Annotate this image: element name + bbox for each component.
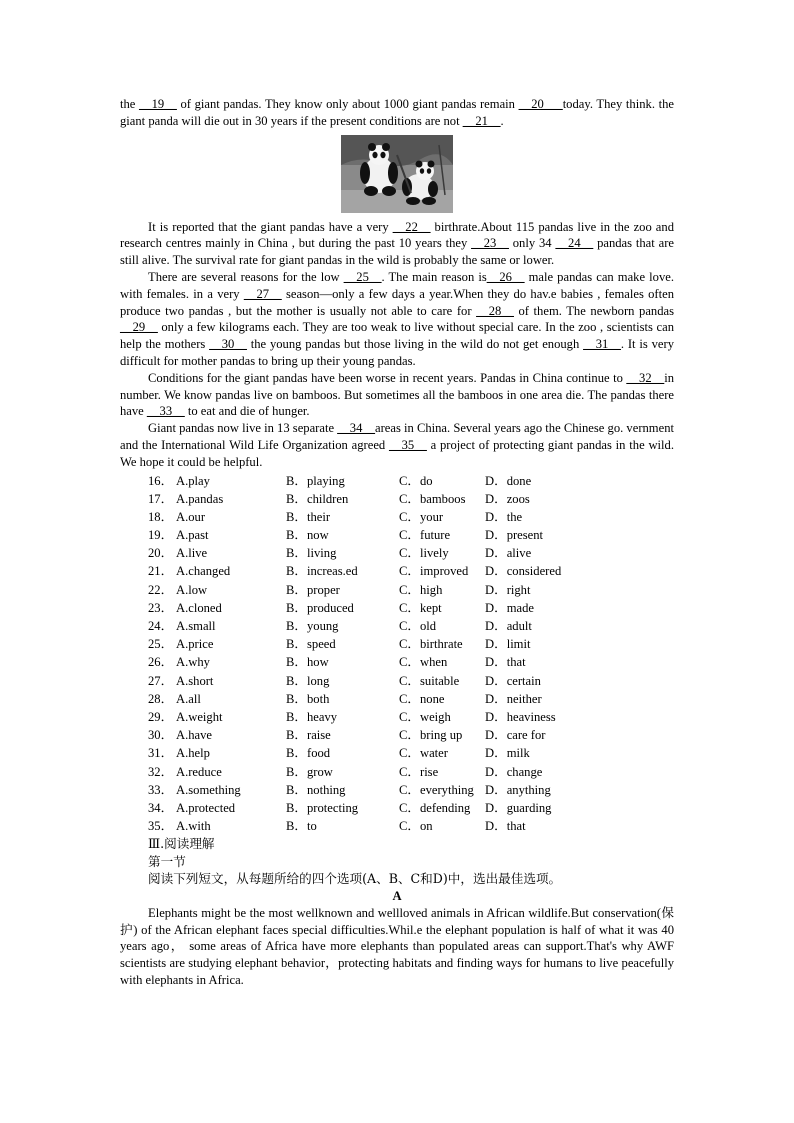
option-c: C．when [399,655,448,670]
text: the young pandas but those living in the wild do not get enough [246,337,584,352]
option-d: D．that [485,819,526,834]
text: only a few kilograms each. They are too weak to live without special care. In the zoo , scientists can help the mothers [120,320,674,352]
option-b: B．food [286,746,331,761]
option-a: A.cloned [176,600,222,615]
question-number: 28． [148,691,174,706]
option-d: D．considered [485,564,562,579]
text: season—only a few days a year.When they do hav.e babies , females often produce two pandas , but the mother is usually not able to care for [120,286,675,318]
option-a: A.reduce [176,764,222,779]
option-b: B．grow [286,764,333,779]
option-b: B．to [286,819,317,834]
option-c: C．kept [399,600,442,615]
option-d: D．made [485,600,534,615]
option-c: C．on [399,819,433,834]
option-a: A.all [176,691,201,706]
question-number: 31． [148,746,174,761]
text: birthrate.About 115 pandas live in the zoo and research centres mainly in China , but during the past 10 years they [120,219,674,251]
blank-27: __27__ [243,286,282,301]
option-d: D．care for [485,728,546,743]
text: today. They think. the giant panda will die out in 30 years if the present conditions are not [120,97,674,128]
option-a: A.something [176,782,241,797]
option-b: B．speed [286,637,336,652]
paragraph-1 [120,219,674,269]
question-number: 16． [148,473,174,488]
option-d: D．that [485,655,526,670]
option-c: C．rise [399,764,439,779]
option-row [120,744,674,762]
option-c: C．defending [399,800,471,815]
text: . The main reason is [381,269,487,284]
text: Conditions for the giant pandas have been worse in recent years. Pandas in China continue to [148,370,627,385]
blank-26: __26__ [486,269,525,284]
option-c: C．bring up [399,728,463,743]
question-number: 26． [148,655,174,670]
option-b: B．raise [286,728,331,743]
option-b: B．young [286,619,339,634]
option-a: A.low [176,582,208,597]
option-row [120,635,674,653]
option-b: B．produced [286,600,354,615]
option-b: B．heavy [286,709,338,724]
option-a: A.small [176,619,216,634]
section-subheading: 第一节 [148,853,186,869]
option-c: C．suitable [399,673,460,688]
text: . It is very difficult for mother pandas to bring up their young pandas. [120,337,674,368]
text: of them. The newborn pandas [513,303,675,318]
option-d: D．zoos [485,491,530,506]
text: only 34 [508,236,556,251]
text: in number. We know pandas live on bamboos. But sometimes all the bamboos in one area die. The pandas there have [120,370,674,419]
text: It is reported that the giant pandas have a very [148,219,393,234]
option-d: D．neither [485,691,542,706]
text: . [500,113,504,128]
blank-28: __28__ [476,303,514,318]
option-b: B．now [286,528,329,543]
blank-19: __19__ [139,97,177,111]
option-c: C．bamboos [399,491,466,506]
section-heading: Ⅲ.阅读理解 [148,836,215,852]
paragraph-intro [120,96,674,130]
blank-34: __34__ [337,421,375,436]
document-page [120,96,674,989]
passage-a-text: Elephants might be the most wellknown and wellloved animals in African wildlife.But conservation(保护) of the African elephant faces special difficulties.Whil.e the elephant population is half of what it was 40 years ago， some areas of Africa have more elephants than populated areas can support.That's why AWF scientists are studying elephant behavior，protecting habitats and finding ways for humans to live peacefully with elephants in Africa. [120,905,674,987]
option-b: B．protecting [286,800,359,815]
option-c: C．none [399,691,445,706]
option-d: D．milk [485,746,530,761]
option-a: A.help [176,746,210,761]
text: a project of protecting giant pandas in the wild. We hope it could be helpful. [120,437,675,469]
option-b: B．both [286,691,330,706]
option-a: A.have [176,728,213,743]
option-row [120,781,674,799]
text: male pandas can make love. with females. in a very [120,269,674,301]
question-number: 29． [148,709,174,724]
blank-24: __24__ [555,236,594,251]
option-a: A.pandas [176,491,224,506]
option-a: A.short [176,673,214,688]
option-d: D．guarding [485,800,552,815]
option-d: D．adult [485,619,532,634]
option-row [120,490,674,508]
option-c: C．improved [399,564,469,579]
option-a: A.play [176,473,210,488]
question-number: 27． [148,673,174,688]
question-number: 18． [148,509,174,524]
option-a: A.live [176,546,208,561]
option-row [120,690,674,708]
option-a: A.protected [176,800,236,815]
option-row [120,726,674,744]
text: Giant pandas now live in 13 separate [148,421,338,436]
option-b: B．increas.ed [286,564,358,579]
option-a: A.why [176,655,210,670]
option-c: C．weigh [399,709,451,724]
option-a: A.weight [176,709,223,724]
question-number: 17． [148,491,174,506]
option-b: B．children [286,491,349,506]
option-d: D．alive [485,546,532,561]
question-number: 25． [148,637,174,652]
text: the [120,97,140,111]
option-c: C．water [399,746,448,761]
option-d: D．change [485,764,543,779]
option-row [120,508,674,526]
option-c: C．do [399,473,433,488]
option-c: C．old [399,619,437,634]
option-d: D．the [485,509,523,524]
option-row [120,472,674,490]
option-d: D．certain [485,673,541,688]
blank-23: __23__ [471,236,509,251]
option-a: A.changed [176,564,231,579]
question-number: 19． [148,528,174,543]
blank-31: __31__ [583,337,621,352]
paragraph-4 [120,420,674,470]
question-number: 21． [148,564,174,579]
question-number: 20． [148,546,174,561]
blank-21: __21__ [462,113,501,128]
paragraph-2 [120,269,674,370]
option-b: B．long [286,673,330,688]
blank-29: __29__ [120,320,158,335]
passage-label: A [392,888,402,903]
option-d: D．done [485,473,532,488]
blank-33: __33__ [146,404,185,419]
option-c: C．everything [399,782,474,797]
text: to eat and die of hunger. [184,404,310,419]
question-number: 32． [148,764,174,779]
option-a: A.with [176,819,211,834]
blank-32: __32__ [626,370,665,385]
option-row [120,708,674,726]
option-b: B．living [286,546,337,561]
text: areas in China. Several years ago the Chinese go. vernment and the International Wild Life Organization agreed [120,421,674,452]
question-number: 34． [148,800,174,815]
option-row [120,672,674,690]
text: of giant pandas. They know only about 1000 giant pandas remain [176,97,519,111]
option-d: D．limit [485,637,531,652]
text: There are several reasons for the low [148,269,344,284]
option-row [120,544,674,562]
question-number: 22． [148,582,174,597]
question-number: 33． [148,782,174,797]
options-list [120,472,674,836]
option-row [120,599,674,617]
option-c: C．future [399,528,451,543]
option-row [120,799,674,817]
option-row [120,562,674,580]
blank-25: __25__ [343,269,382,284]
blank-35: __35__ [389,437,427,452]
option-b: B．playing [286,473,345,488]
option-a: A.past [176,528,209,543]
option-a: A.price [176,637,214,652]
option-row [120,817,674,835]
paragraph-3 [120,370,674,420]
blank-30: __30__ [209,337,247,352]
panda-photo-icon [341,135,453,213]
text: pandas that are still alive. The survival rate for giant pandas in the wild is probably the same or lower. [120,236,674,268]
section-instruction: 阅读下列短文，从每题所给的四个选项(A、B、C和D)中，选出最佳选项。 [148,871,562,887]
option-d: D．present [485,528,544,543]
option-row [120,581,674,599]
option-b: B．proper [286,582,340,597]
option-b: B．their [286,509,331,524]
question-number: 35． [148,819,174,834]
option-c: C．birthrate [399,637,463,652]
option-row [120,763,674,781]
question-number: 24． [148,619,174,634]
option-row [120,617,674,635]
question-number: 23． [148,600,174,615]
option-row [120,526,674,544]
question-number: 30． [148,728,174,743]
option-b: B．how [286,655,329,670]
option-d: D．heaviness [485,709,556,724]
blank-20: __20___ [518,97,563,111]
option-b: B．nothing [286,782,346,797]
option-c: C．high [399,582,443,597]
option-d: D．anything [485,782,551,797]
blank-22: __22__ [392,219,431,234]
option-c: C．lively [399,546,449,561]
option-row [120,653,674,671]
option-d: D．right [485,582,531,597]
option-a: A.our [176,509,206,524]
option-c: C．your [399,509,444,524]
